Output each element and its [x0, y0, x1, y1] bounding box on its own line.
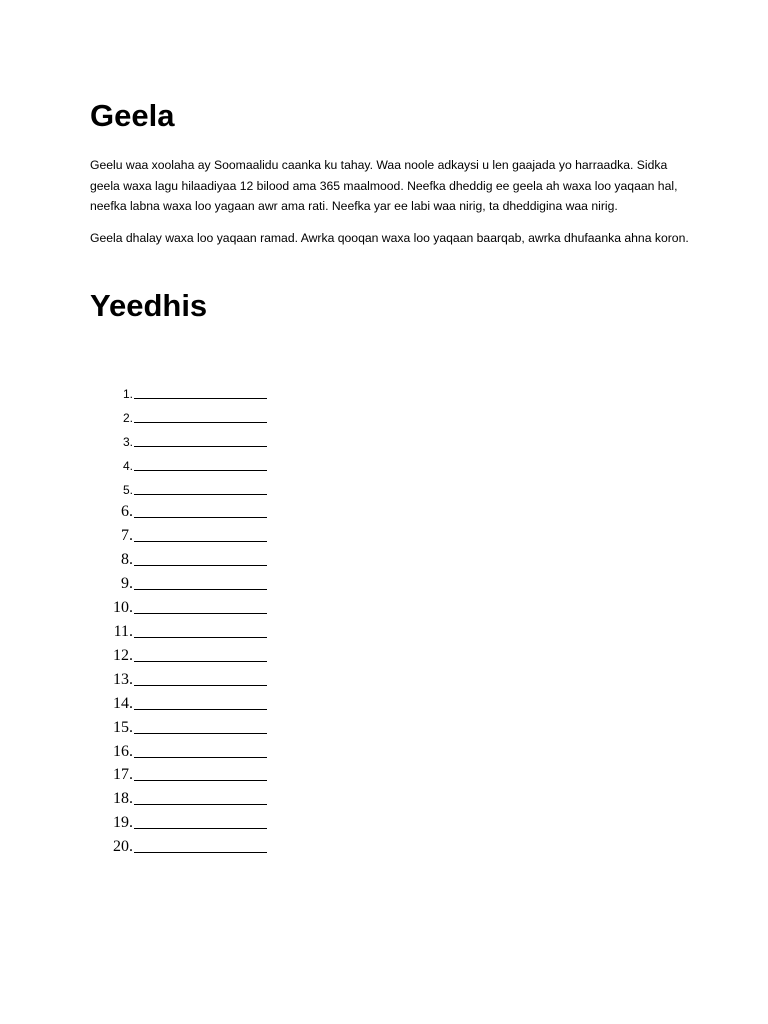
answer-item: [0, 694, 300, 714]
answer-item: [0, 670, 300, 690]
answer-item-number: 20.: [113, 838, 133, 855]
answer-item-number: 9.: [121, 575, 133, 592]
answer-item: [0, 622, 300, 642]
answer-item: [0, 742, 300, 762]
answer-blank-line: [134, 757, 267, 758]
answer-item-number: 11.: [113, 623, 133, 640]
answer-item-number: 5.: [122, 483, 133, 497]
answer-blank-line: [134, 517, 267, 518]
answer-blank-line: [134, 446, 267, 447]
answer-item-number: 6.: [121, 503, 133, 520]
answer-blank-line: [134, 565, 267, 566]
answer-item: [0, 646, 300, 666]
answer-item: [0, 526, 300, 546]
paragraph-1: Geelu waa xoolaha ay Soomaalidu caanka ku tahay. Waa noole adkaysi u len gaajada yo harraadka. Sidka geela waxa lagu hilaadiyaa 12 bilood ama 365 maalmood. Neefka dheddig ee geela ah waxa loo yaqaan hal, neefka labna waxa loo yagaan awr ama rati. Neefka yar ee labi waa nirig, ta dheddigina waa nirig.: [90, 158, 678, 213]
answer-blank-line: [134, 661, 267, 662]
answer-item-number: 7.: [121, 527, 133, 544]
answer-item: [0, 431, 300, 451]
answer-blank-line: [134, 541, 267, 542]
answer-item: [0, 574, 300, 594]
answer-item-number: 15.: [113, 719, 133, 736]
answer-blank-line: [134, 852, 267, 853]
answer-item: [0, 837, 300, 857]
answer-item-number: 8.: [121, 551, 133, 568]
answer-item-number: 14.: [113, 695, 133, 712]
answer-item: [0, 718, 300, 738]
answer-item: [0, 407, 300, 427]
answer-blank-line: [134, 709, 267, 710]
document-title: Geela: [90, 98, 175, 133]
answer-item-number: 10.: [113, 599, 133, 616]
answer-blank-line: [134, 780, 267, 781]
answer-blank-line: [134, 733, 267, 734]
paragraph-2: Geela dhalay waxa loo yaqaan ramad. Awrka qooqan waxa loo yaqaan baarqab, awrka dhufaanka ahna koron.: [90, 231, 689, 245]
answer-blank-line: [134, 398, 267, 399]
answer-item-number: 3.: [122, 435, 133, 449]
answer-blank-line: [134, 589, 267, 590]
answer-blank-line: [134, 804, 267, 805]
answer-blank-line: [134, 613, 267, 614]
answer-item-number: 1.: [122, 387, 133, 401]
answer-item: [0, 550, 300, 570]
answer-item-number: 12.: [113, 647, 133, 664]
answer-blank-line: [134, 494, 267, 495]
section-title: Yeedhis: [90, 288, 208, 323]
answer-item-number: 13.: [113, 671, 133, 688]
answer-item-number: 4.: [122, 459, 133, 473]
answer-item: [0, 383, 300, 403]
answer-blank-line: [134, 637, 267, 638]
answer-blank-line: [134, 470, 267, 471]
answer-item-number: 17.: [113, 766, 133, 783]
answer-blank-line: [134, 422, 267, 423]
answer-item: [0, 479, 300, 499]
answer-item: [0, 813, 300, 833]
answer-item-number: 16.: [113, 743, 133, 760]
answer-item: [0, 502, 300, 522]
answer-item-number: 2.: [122, 411, 133, 425]
answer-item: [0, 765, 300, 785]
answer-item-number: 19.: [113, 814, 133, 831]
answer-blank-line: [134, 828, 267, 829]
answer-item-number: 18.: [113, 790, 133, 807]
answer-blank-line: [134, 685, 267, 686]
answer-item: [0, 598, 300, 618]
answer-item: [0, 789, 300, 809]
answer-item: [0, 455, 300, 475]
